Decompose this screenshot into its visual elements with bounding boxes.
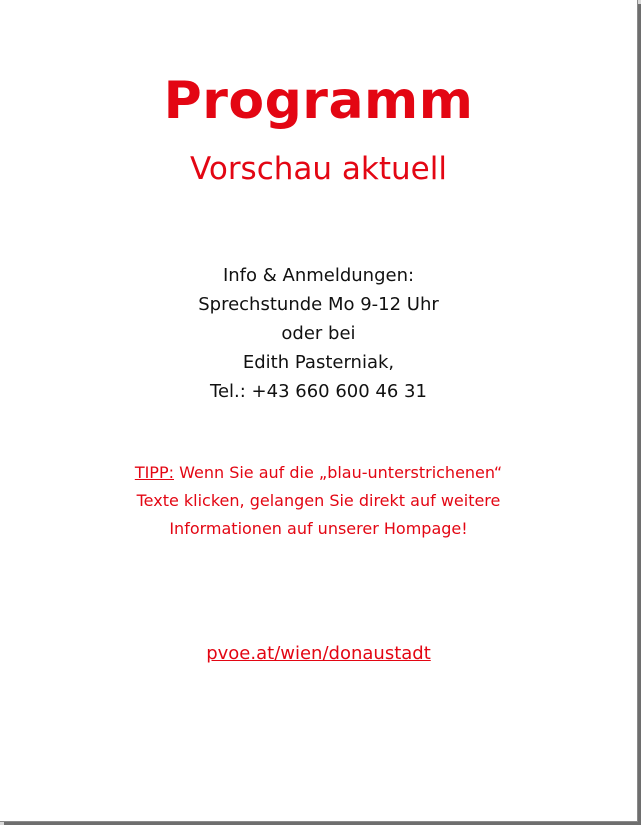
contact-name: Edith Pasterniak, (242, 352, 395, 373)
contact-info-block (0, 261, 637, 406)
tip-line-2: Texte klicken, gelangen Sie direkt auf weitere (136, 491, 501, 510)
page-title: Programm (163, 71, 474, 131)
website-link-row (0, 640, 637, 668)
info-connector: oder bei (281, 323, 356, 344)
office-hours: Sprechstunde Mo 9-12 Uhr (198, 294, 439, 315)
tip-label: TIPP: (134, 463, 174, 482)
tip-block (0, 459, 637, 543)
website-link[interactable]: pvoe.at/wien/donaustadt (206, 643, 431, 664)
contact-phone: Tel.: +43 660 600 46 31 (210, 381, 427, 402)
tip-text-1: Wenn Sie auf die „blau-unterstrichenen“ (179, 463, 503, 482)
info-heading: Info & Anmeldungen: (222, 265, 415, 286)
tip-line-1 (0, 459, 637, 487)
tip-line-3: Informationen auf unserer Hompage! (169, 519, 468, 538)
page-subtitle: Vorschau aktuell (190, 151, 447, 187)
